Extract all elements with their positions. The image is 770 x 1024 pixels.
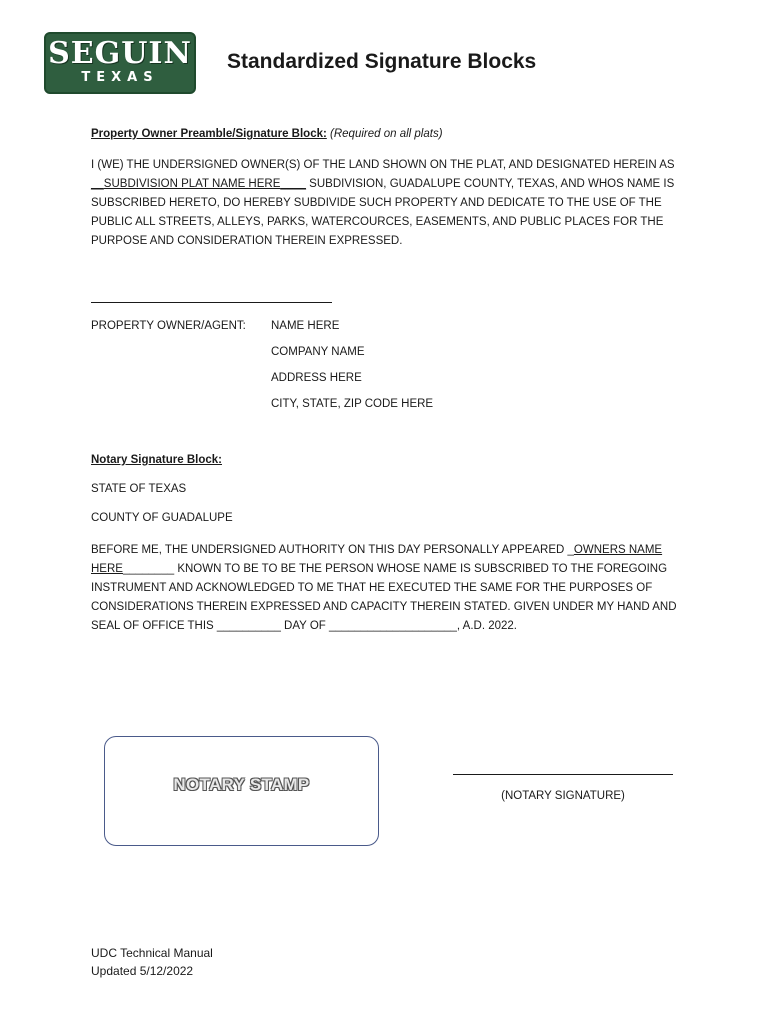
footer-manual: UDC Technical Manual	[91, 946, 213, 960]
preamble-line	[91, 175, 691, 194]
blank: __	[91, 178, 104, 190]
preamble-line: PUBLIC ALL STREETS, ALLEYS, PARKS, WATERCOURCES, EASEMENTS, AND PUBLIC PLACES FOR THE	[91, 216, 664, 228]
logo-sub-text: TEXAS	[81, 70, 159, 85]
notary-signature-label: (NOTARY SIGNATURE)	[501, 790, 625, 802]
owner-name-field[interactable]: NAME HERE	[271, 320, 340, 332]
notary-state: STATE OF TEXAS	[91, 483, 187, 495]
owner-signature-line[interactable]	[91, 302, 332, 303]
notary-line: INSTRUMENT AND ACKNOWLEDGED TO ME THAT HE EXECUTED THE SAME FOR THE PURPOSES OF	[91, 582, 653, 594]
preamble-line: SUBSCRIBED HERETO, DO HEREBY SUBDIVIDE SUCH PROPERTY AND DEDICATE TO THE USE OF THE	[91, 197, 662, 209]
preamble-line: I (WE) THE UNDERSIGNED OWNER(S) OF THE LAND SHOWN ON THE PLAT, AND DESIGNATED HEREIN AS	[91, 159, 675, 171]
address-field[interactable]: ADDRESS HERE	[271, 372, 362, 384]
notary-line: SEAL OF OFFICE THIS __________ DAY OF ____________________, A.D. 2022.	[91, 620, 517, 632]
company-name-field[interactable]: COMPANY NAME	[271, 346, 365, 358]
notary-block-heading: Notary Signature Block:	[91, 454, 222, 466]
footer-updated: Updated 5/12/2022	[91, 964, 194, 978]
subdivision-name-field[interactable]: SUBDIVISION PLAT NAME HERE	[103, 178, 281, 190]
logo-main-text: SEGUIN	[48, 36, 192, 71]
city-state-zip-field[interactable]: CITY, STATE, ZIP CODE HERE	[271, 398, 434, 410]
notary-text: BEFORE ME, THE UNDERSIGNED AUTHORITY ON THIS DAY PERSONALLY APPEARED _	[91, 544, 574, 556]
owner-block-heading: Property Owner Preamble/Signature Block:	[91, 128, 327, 140]
owner-block-note: (Required on all plats)	[330, 128, 443, 140]
notary-signature-line[interactable]	[453, 774, 673, 775]
notary-acknowledgment	[91, 541, 691, 636]
owners-name-field[interactable]: OWNERS NAME	[573, 544, 663, 556]
notary-county: COUNTY OF GUADALUPE	[91, 512, 233, 524]
notary-stamp-box[interactable]	[104, 736, 379, 846]
preamble-text: SUBDIVISION, GUADALUPE COUNTY, TEXAS, AND WHOS NAME IS	[305, 178, 675, 190]
owners-name-field-cont[interactable]: HERE	[91, 563, 123, 575]
notary-stamp-label: NOTARY STAMP	[173, 775, 310, 794]
owner-block-heading-row	[91, 128, 443, 140]
footer	[91, 944, 213, 980]
notary-line	[91, 560, 691, 579]
seguin-texas-logo	[44, 32, 196, 94]
owner-agent-label: PROPERTY OWNER/AGENT:	[91, 320, 246, 332]
document-title: Standardized Signature Blocks	[227, 50, 537, 73]
blank: ____	[280, 178, 306, 190]
notary-line	[91, 541, 691, 560]
notary-line: CONSIDERATIONS THEREIN EXPRESSED AND CAPACITY THEREIN STATED. GIVEN UNDER MY HAND AND	[91, 601, 677, 613]
owner-preamble	[91, 156, 691, 251]
preamble-line: PURPOSE AND CONSIDERATION THEREIN EXPRESSED.	[91, 235, 403, 247]
notary-text: ________ KNOWN TO BE TO BE THE PERSON WHOSE NAME IS SUBSCRIBED TO THE FOREGOING	[122, 563, 668, 575]
